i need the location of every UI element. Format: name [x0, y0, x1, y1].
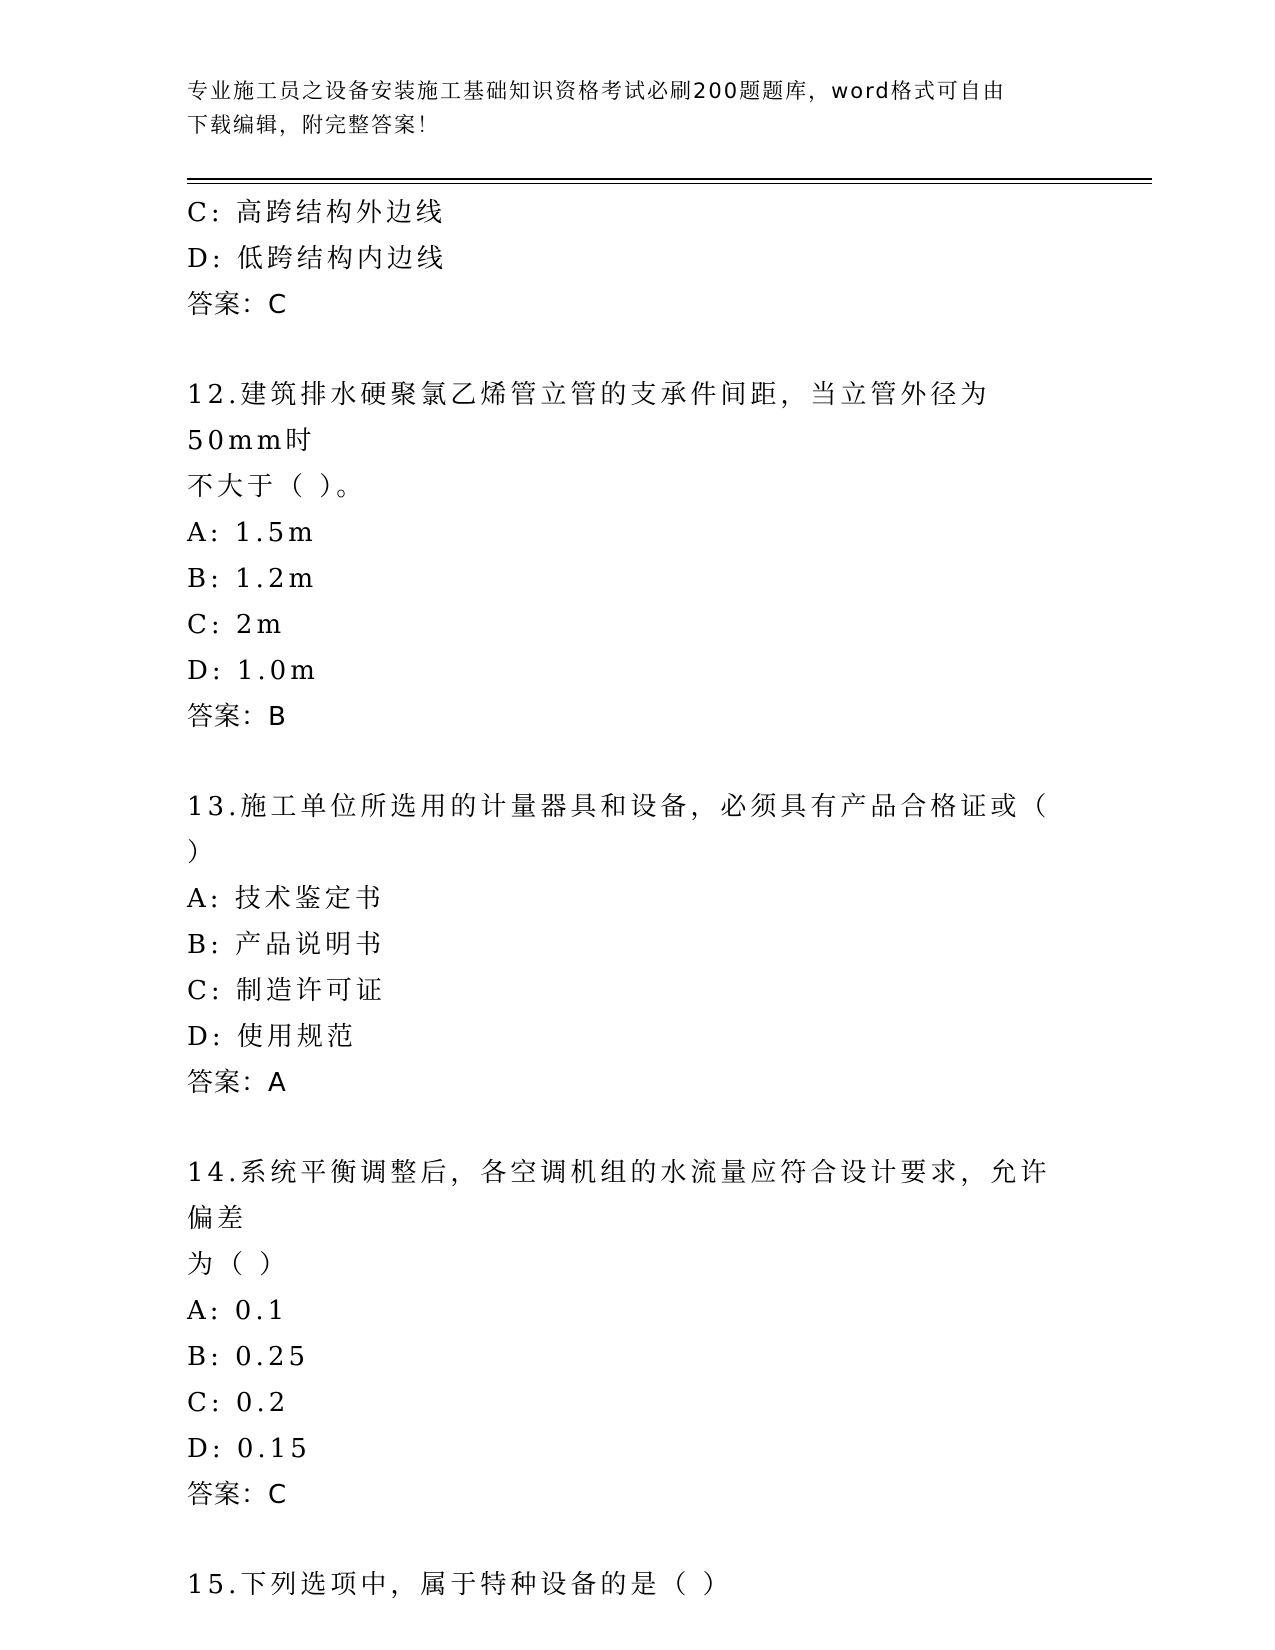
- header-title-line-2: 下载编辑，附完整答案！: [187, 113, 440, 137]
- spacer: [187, 740, 1087, 784]
- header-title-line-1: 专业施工员之设备安装施工基础知识资格考试必刷200题题库，word格式可自由: [187, 79, 1006, 103]
- option-c: C: 0.2: [187, 1388, 290, 1418]
- option-d: D: 使用规范: [187, 1022, 357, 1052]
- option-a: A: 1.5m: [187, 518, 317, 548]
- option-c: C: 2m: [187, 610, 286, 640]
- option-b: B: 1.2m: [187, 564, 318, 594]
- document-header: [187, 74, 1087, 142]
- option-a: A: 0.1: [187, 1296, 289, 1326]
- option-b: B: 产品说明书: [187, 930, 386, 960]
- question-stem-line-2: 不大于（ ）。: [187, 472, 367, 502]
- question-14: [187, 1150, 1087, 1518]
- option-c: C: 制造许可证: [187, 976, 386, 1006]
- option-a: A: 技术鉴定书: [187, 884, 385, 914]
- answer-line: 答案：C: [187, 1480, 288, 1510]
- spacer: [187, 1106, 1087, 1150]
- option-c: C: 高跨结构外边线: [187, 198, 446, 228]
- answer-line: 答案：C: [187, 290, 288, 320]
- header-divider-thin: [187, 183, 1152, 184]
- question-15: [187, 1562, 1087, 1608]
- answer-line: 答案：A: [187, 1068, 287, 1098]
- header-divider-thick: [187, 178, 1152, 180]
- question-stem-line-2: 为（ ）: [187, 1250, 290, 1280]
- option-b: B: 0.25: [187, 1342, 310, 1372]
- question-13: [187, 784, 1087, 1106]
- question-12: [187, 372, 1087, 740]
- answer-line: 答案：B: [187, 702, 287, 732]
- question-stem-line-1: 15.下列选项中，属于特种设备的是（ ）: [187, 1570, 733, 1600]
- question-stem-line-1: 14.系统平衡调整后，各空调机组的水流量应符合设计要求，允许偏差: [187, 1158, 1051, 1234]
- option-d: D: 0.15: [187, 1434, 311, 1464]
- question-stem-line-1: 13.施工单位所选用的计量器具和设备，必须具有产品合格证或（ ）: [187, 792, 1051, 868]
- question-stem-line-1: 12.建筑排水硬聚氯乙烯管立管的支承件间距，当立管外径为50mm时: [187, 380, 991, 456]
- option-d: D: 1.0m: [187, 656, 319, 686]
- question-list: [187, 190, 1087, 1608]
- option-d: D: 低跨结构内边线: [187, 244, 447, 274]
- spacer: [187, 1518, 1087, 1562]
- question-11-fragment: [187, 190, 1087, 328]
- spacer: [187, 328, 1087, 372]
